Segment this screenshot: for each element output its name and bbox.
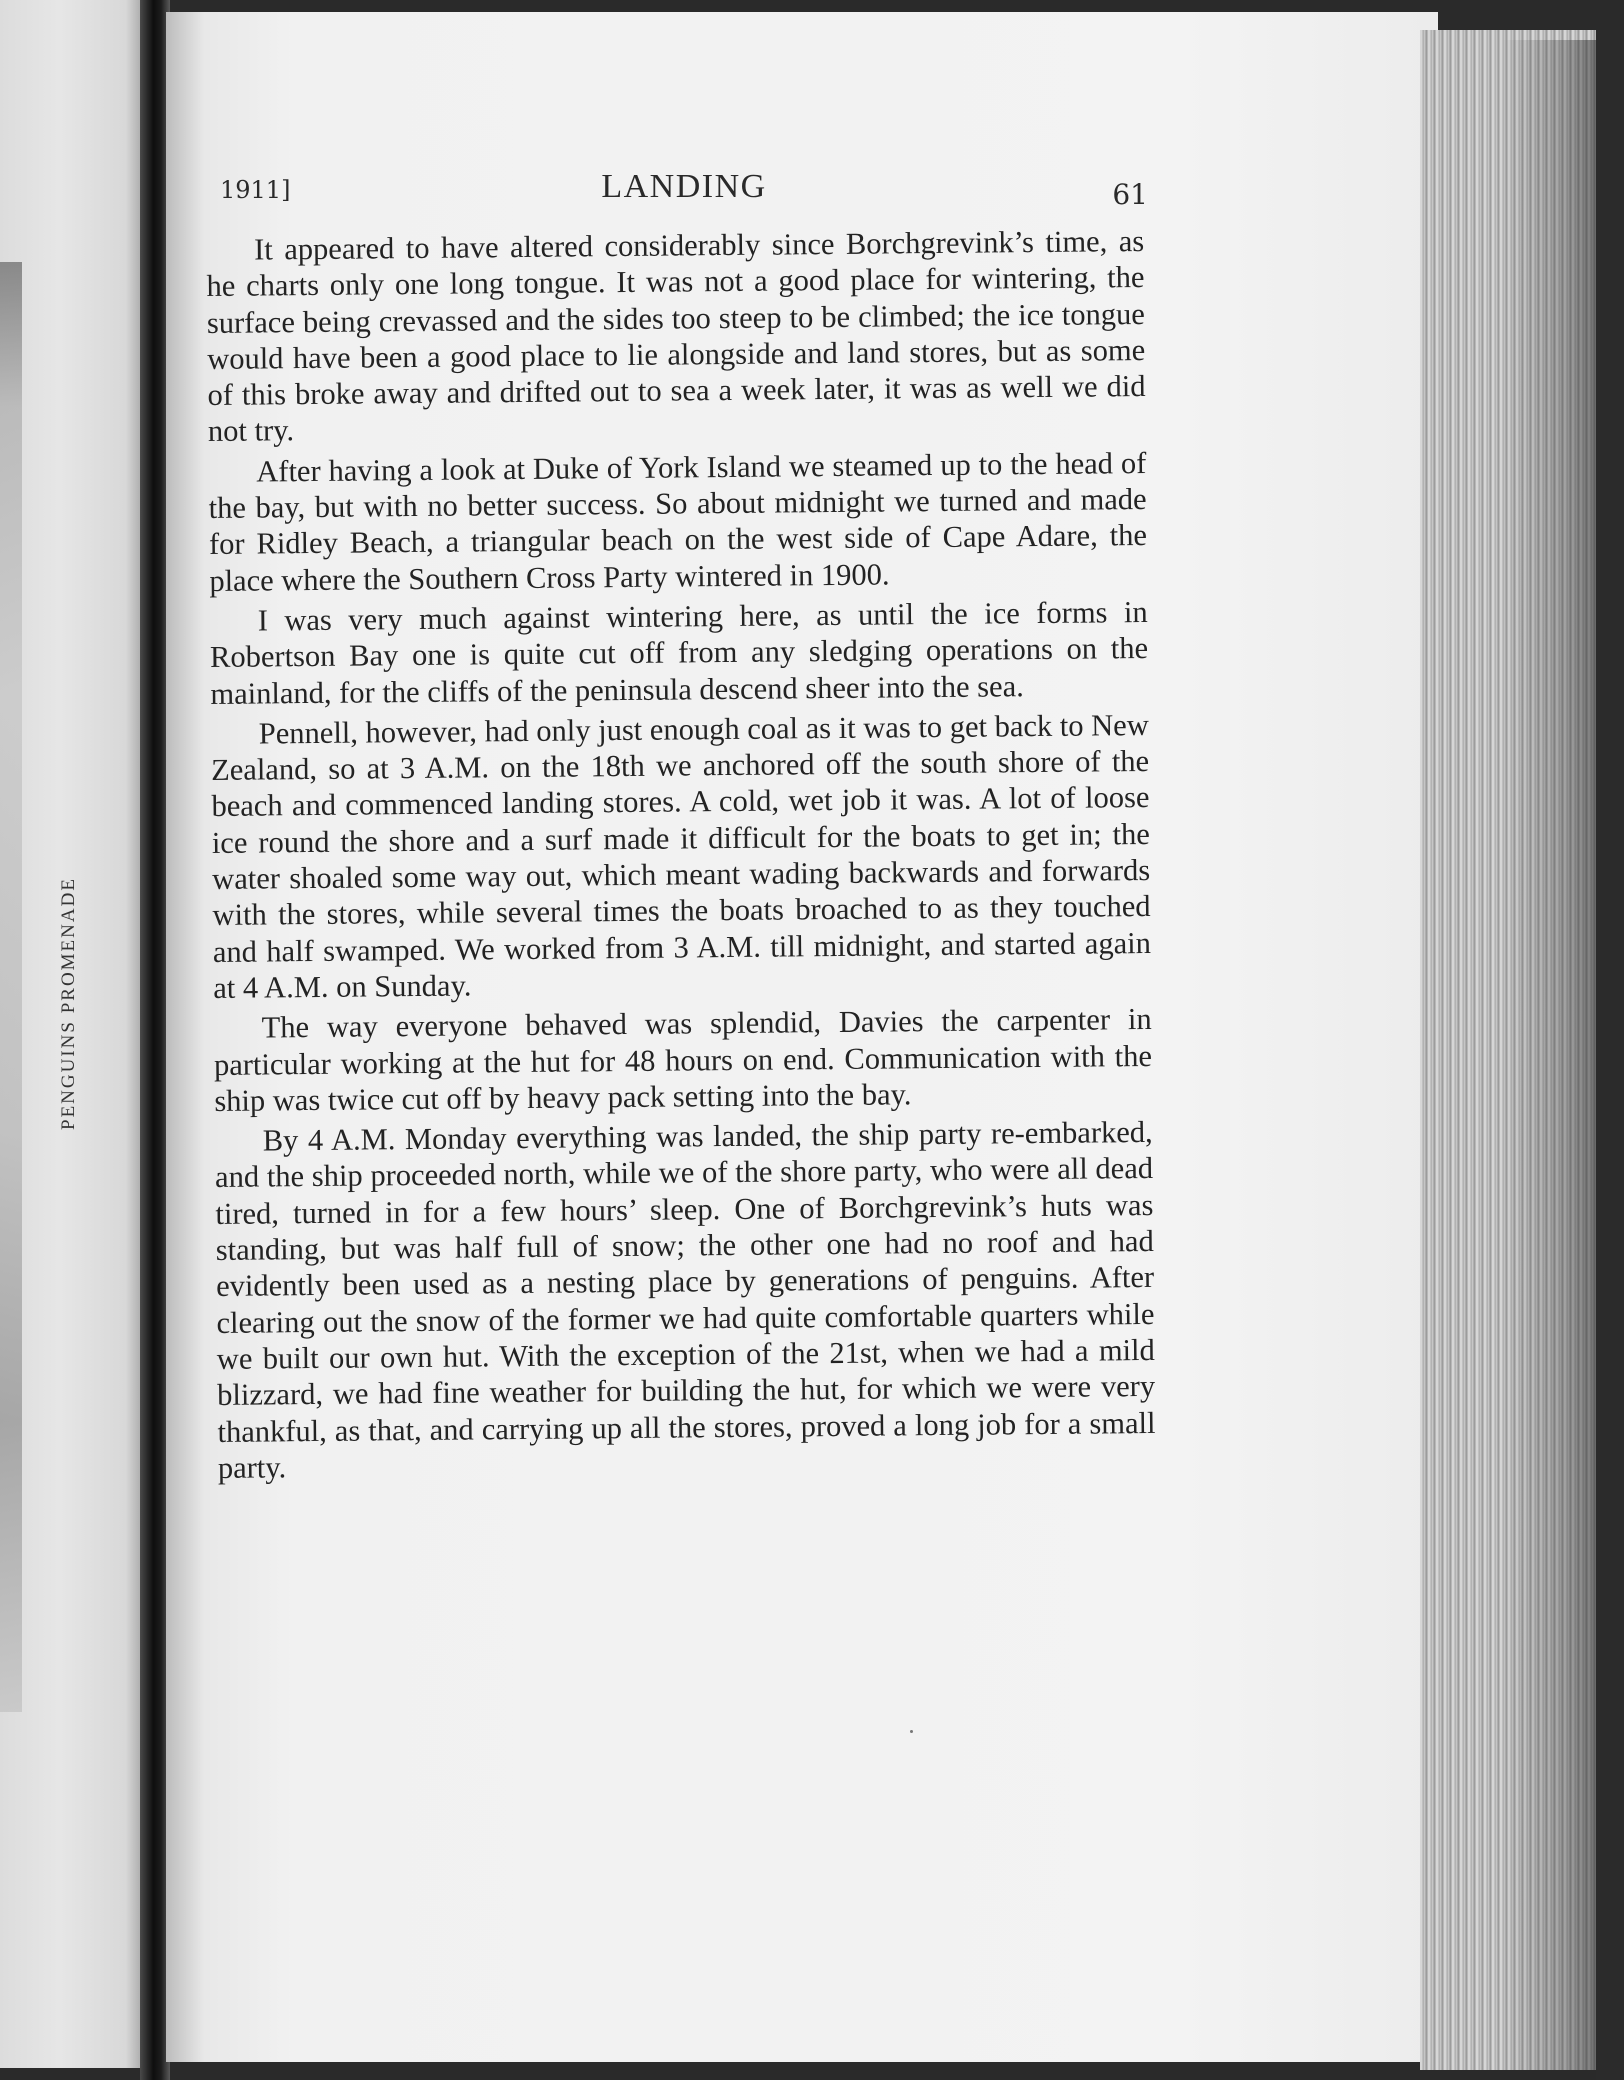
page-number: 61 — [1112, 178, 1148, 211]
page-edge-stain — [0, 262, 22, 1712]
paragraph: It appeared to have altered considerably since Borchgrevink’s time, as he charts only one long tongue. It was not a good place for wintering, the surface being crevassed and the sides too steep to be climbed; the ice tongue would have been a good place to lie alongside and land stores, but as some of this broke away and drifted out to sea a week later, it was as well we did not try. — [206, 223, 1146, 449]
left-running-head — [58, 840, 88, 1130]
header-year: 1911] — [220, 176, 291, 204]
paragraph: After having a look at Duke of York Island we steamed up to the head of the bay, but with no better success. So about midnight we turned and made for Ridley Beach, a triangular beach on the west side of Cape Adare, the place where the Southern Cross Party wintered in 1900. — [208, 445, 1148, 598]
ink-speck — [910, 1730, 913, 1733]
page-block-shadow — [1500, 40, 1610, 2070]
paragraph: I was very much against wintering here, as until the ice forms in Robertson Bay one is quite cut off from any sledging operations on the mainland, for the cliffs of the peninsula descend sheer into the sea. — [209, 594, 1149, 711]
page-title: LANDING — [601, 168, 767, 205]
left-running-head-text: PENGUINS PROMENADE — [58, 877, 79, 1130]
book-cover-edge — [1596, 30, 1624, 2080]
paragraph: Pennell, however, had only just enough coal as it was to get back to New Zealand, so at 3 A.M. on the 18th we anchored off the south shore of the beach and commenced landing stores. A cold, wet job it was. A lot of loose ice round the shore and a surf made it difficult for the boats to get in; the water shoaled some way out, which meant wading backwards and forwards with the stores, while several times the boats broached to as they touched and half swamped. We worked from 3 A.M. till midnight, and started again at 4 A.M. on Sunday. — [211, 707, 1152, 1005]
paragraph: The way everyone behaved was splendid, Davies the carpenter in particular working at the hut for 48 hours on end. Communication with the ship was twice cut off by heavy pack setting into the bay. — [213, 1002, 1153, 1118]
left-facing-page — [0, 0, 148, 2068]
body-text — [206, 223, 1156, 1490]
paragraph: By 4 A.M. Monday everything was landed, the ship party re-embarked, and the ship proceeded north, while we of the shore party, who were all dead tired, turned in for a few hours’ sleep. One of Borchgrevink’s huts was standing, but was half full of snow; the other one had no roof and had evidently been used as a nesting place by generations of penguins. After clearing out the snow of the former we had quite comfortable quarters while we built our own hut. With the exception of the 21st, when we had a mild blizzard, we had fine weather for building the hut, for which we were very thankful, as that, and carrying up all the stores, proved a long job for a small party. — [214, 1115, 1156, 1485]
page-header — [220, 168, 1148, 218]
